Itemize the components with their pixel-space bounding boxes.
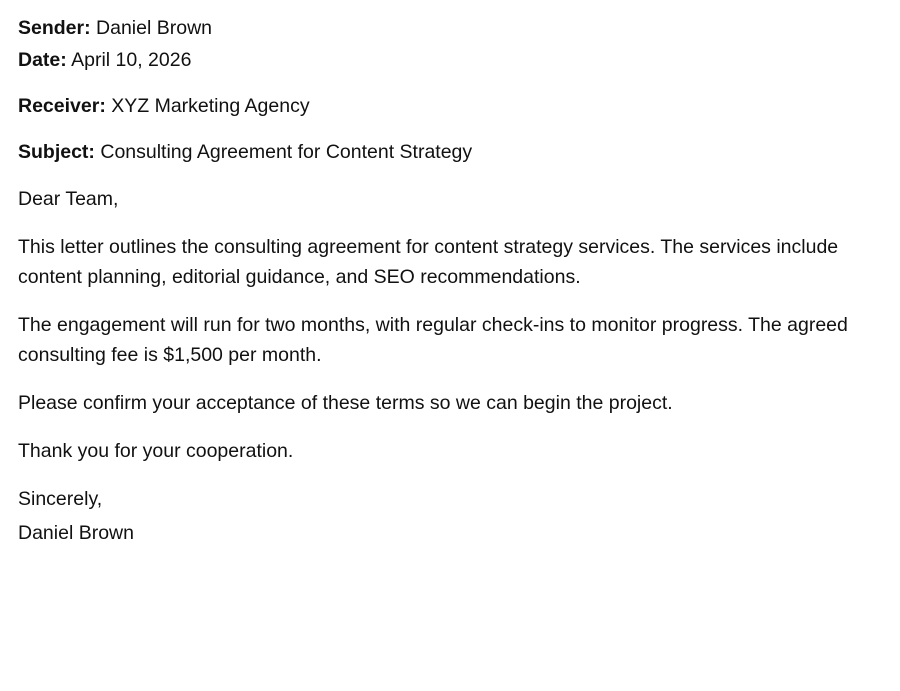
subject-line <box>18 138 882 166</box>
date-label: Date: <box>18 49 67 71</box>
subject-value: Consulting Agreement for Content Strategy <box>100 141 473 163</box>
sender-value: Daniel Brown <box>96 17 213 39</box>
sender-line <box>18 14 882 42</box>
receiver-label: Receiver: <box>18 95 106 117</box>
subject-label: Subject: <box>18 141 95 163</box>
body-paragraph-2: The engagement will run for two months, with regular check-ins to monitor progress. The agreed consulting fee is $1,500 per month. <box>18 314 848 366</box>
body-paragraph-4: Thank you for your cooperation. <box>18 440 294 462</box>
date-value: April 10, 2026 <box>71 49 192 71</box>
date-line <box>18 46 882 74</box>
signature-name: Daniel Brown <box>18 522 134 544</box>
body-paragraph-3: Please confirm your acceptance of these terms so we can begin the project. <box>18 392 673 414</box>
salutation: Dear Team, <box>18 188 119 210</box>
receiver-line <box>18 92 882 120</box>
receiver-value: XYZ Marketing Agency <box>111 95 310 117</box>
body-paragraph-1: This letter outlines the consulting agreement for content strategy services. The services include content planning, editorial guidance, and SEO recommendations. <box>18 236 839 288</box>
sender-label: Sender: <box>18 17 91 39</box>
closing: Sincerely, <box>18 488 103 510</box>
